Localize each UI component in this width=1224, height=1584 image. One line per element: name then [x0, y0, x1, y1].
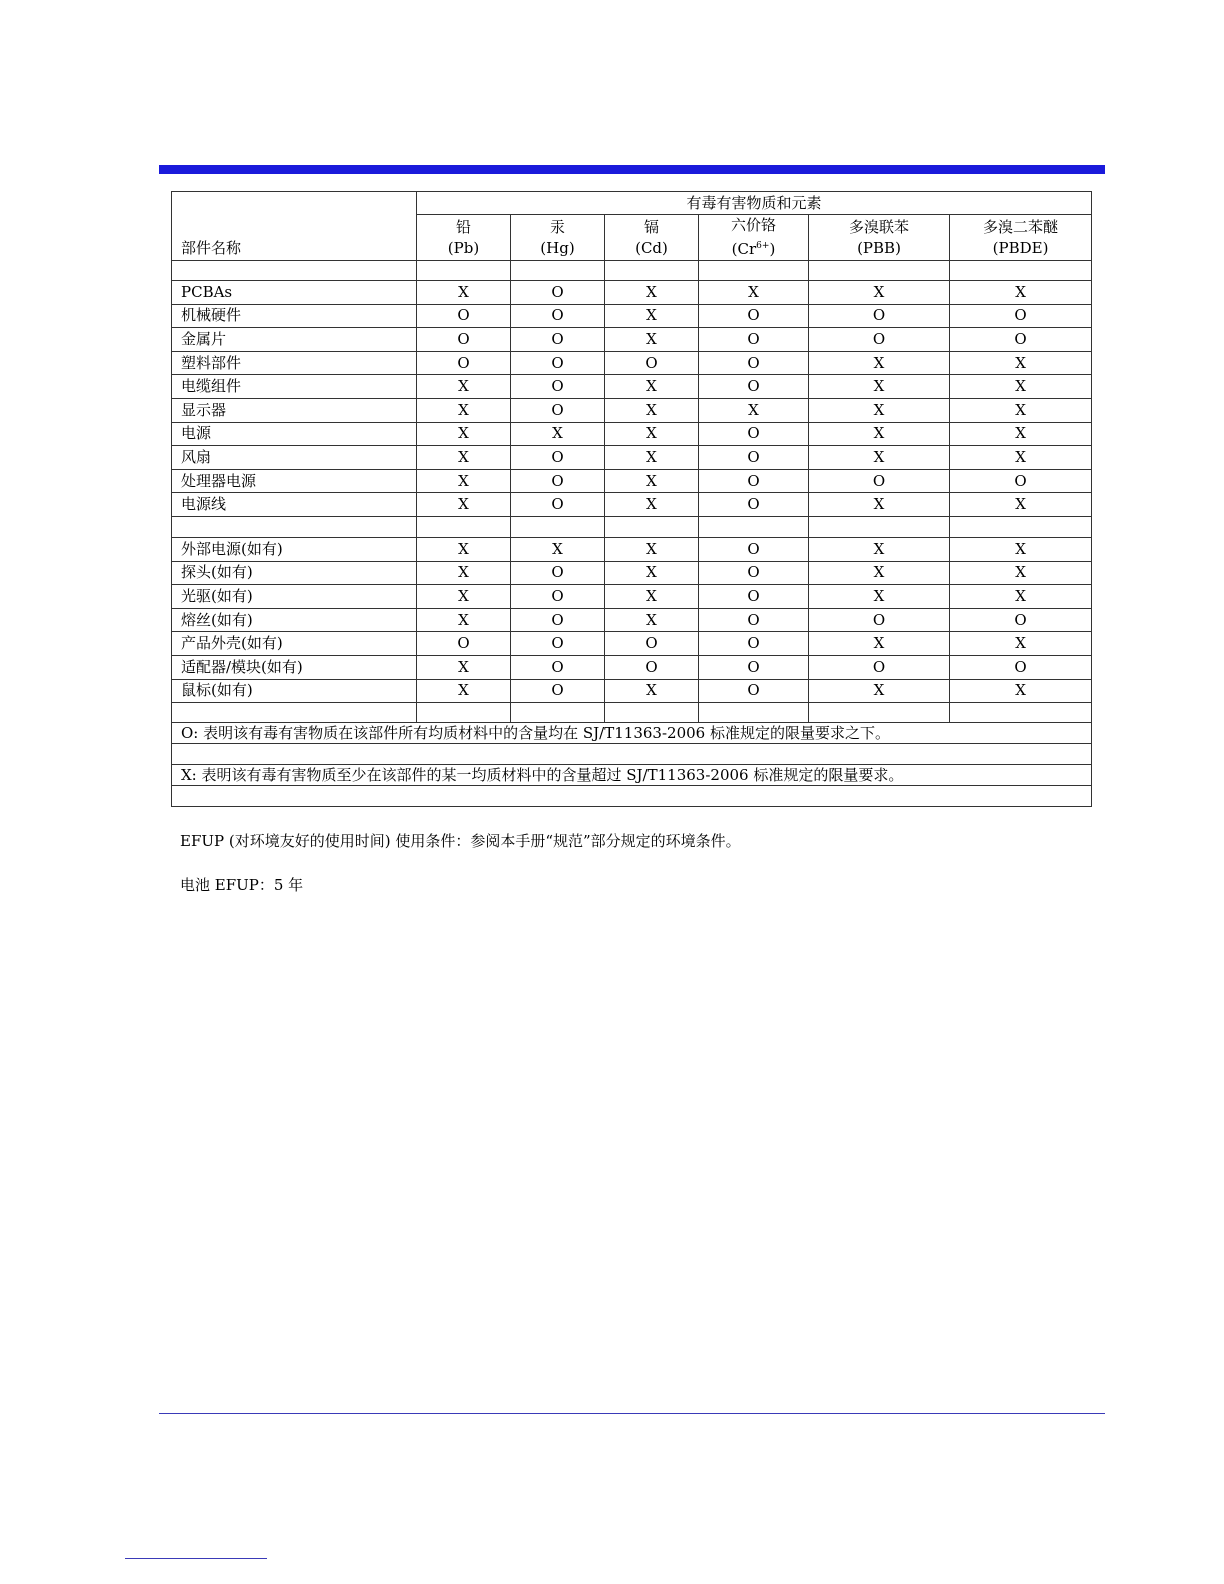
substance-value-cell: O [511, 469, 605, 493]
element-header [699, 215, 809, 261]
table-row [172, 351, 1092, 375]
substance-value-cell: O [417, 304, 511, 328]
substance-value-cell: X [417, 493, 511, 517]
element-header [605, 215, 699, 261]
substance-value-cell: X [950, 446, 1092, 470]
substance-value-cell: X [417, 375, 511, 399]
substance-value-cell: X [950, 632, 1092, 656]
substance-value-cell: X [417, 585, 511, 609]
part-name-cell: 适配器/模块(如有) [172, 655, 417, 679]
substance-value-cell: X [605, 422, 699, 446]
header-rule [159, 165, 1105, 174]
substance-value-cell: X [605, 561, 699, 585]
blank-row [172, 516, 1092, 537]
substance-value-cell: X [417, 537, 511, 561]
substance-value-cell: X [809, 422, 950, 446]
substance-value-cell: O [417, 632, 511, 656]
part-name-cell: PCBAs [172, 281, 417, 305]
note-spacer [172, 744, 1092, 765]
substance-value-cell: X [605, 328, 699, 352]
element-symbol: (PBDE) [992, 238, 1049, 257]
substance-value-cell: X [950, 493, 1092, 517]
substance-value-cell: O [511, 585, 605, 609]
element-header [511, 215, 605, 261]
substance-value-cell: X [605, 398, 699, 422]
table-row [172, 655, 1092, 679]
substance-value-cell: X [605, 281, 699, 305]
substance-value-cell: X [605, 585, 699, 609]
substance-value-cell: O [950, 328, 1092, 352]
substance-value-cell: O [699, 632, 809, 656]
substance-value-cell: O [699, 655, 809, 679]
substance-value-cell: X [699, 398, 809, 422]
substance-value-cell: X [809, 281, 950, 305]
substance-value-cell: O [511, 398, 605, 422]
substance-value-cell: O [511, 608, 605, 632]
substance-value-cell: O [699, 585, 809, 609]
element-name: 六价铬 [730, 216, 776, 234]
substance-value-cell: O [699, 493, 809, 517]
part-name-cell: 处理器电源 [172, 469, 417, 493]
element-symbol: (Cd) [635, 238, 668, 257]
substance-value-cell: O [950, 608, 1092, 632]
table-row [172, 446, 1092, 470]
part-name-cell: 外部电源(如有) [172, 537, 417, 561]
part-name-cell: 金属片 [172, 328, 417, 352]
table-row [172, 679, 1092, 703]
part-name-cell: 鼠标(如有) [172, 679, 417, 703]
substance-value-cell: X [950, 537, 1092, 561]
substance-value-cell: X [417, 446, 511, 470]
element-header [950, 215, 1092, 261]
table-row [172, 469, 1092, 493]
part-name-cell: 电源线 [172, 493, 417, 517]
substance-value-cell: X [950, 422, 1092, 446]
substance-value-cell: O [511, 632, 605, 656]
table-row [172, 328, 1092, 352]
substance-value-cell: O [511, 328, 605, 352]
blank-row [172, 703, 1092, 723]
table-row [172, 375, 1092, 399]
part-name-header: 部件名称 [172, 192, 417, 261]
part-name-cell: 熔丝(如有) [172, 608, 417, 632]
table-row [172, 632, 1092, 656]
battery-efup-text: 电池 EFUP：5 年 [180, 876, 304, 894]
table-row [172, 493, 1092, 517]
substance-value-cell: O [809, 304, 950, 328]
substance-value-cell: X [809, 585, 950, 609]
substance-value-cell: X [809, 351, 950, 375]
substance-value-cell: O [809, 328, 950, 352]
substance-value-cell: O [699, 561, 809, 585]
substance-value-cell: O [699, 304, 809, 328]
substance-value-cell: O [699, 608, 809, 632]
element-name: 汞 [549, 217, 565, 236]
substance-value-cell: O [699, 679, 809, 703]
substance-value-cell: X [950, 585, 1092, 609]
substance-value-cell: O [605, 655, 699, 679]
substances-group-header: 有毒有害物质和元素 [417, 192, 1092, 215]
substance-value-cell: X [417, 469, 511, 493]
hazardous-substances-table [171, 191, 1092, 807]
part-name-cell: 探头(如有) [172, 561, 417, 585]
substance-value-cell: X [809, 632, 950, 656]
blank-row [172, 261, 1092, 281]
substance-value-cell: X [417, 679, 511, 703]
note-o-legend: O: 表明该有毒有害物质在该部件所有均质材料中的含量均在 SJ/T11363-2006 标准规定的限量要求之下。 [172, 723, 1092, 744]
substance-value-cell: O [511, 679, 605, 703]
element-header [417, 215, 511, 261]
substance-value-cell: X [417, 608, 511, 632]
element-name: 多溴二苯醚 [983, 217, 1059, 236]
substance-value-cell: O [950, 304, 1092, 328]
substance-value-cell: X [809, 398, 950, 422]
substance-value-cell: O [950, 469, 1092, 493]
footer-rule [159, 1413, 1105, 1414]
substance-value-cell: O [417, 328, 511, 352]
table-row [172, 608, 1092, 632]
substance-value-cell: O [809, 608, 950, 632]
element-symbol: (PBB) [857, 238, 901, 257]
substance-value-cell: X [605, 304, 699, 328]
substance-value-cell: O [511, 561, 605, 585]
efup-conditions-text: EFUP (对环境友好的使用时间) 使用条件：参阅本手册“规范”部分规定的环境条件。 [180, 832, 741, 850]
substance-value-cell: O [511, 351, 605, 375]
note-x-legend: X: 表明该有毒有害物质至少在该部件的某一均质材料中的含量超过 SJ/T11363-2006 标准规定的限量要求。 [172, 765, 1092, 786]
substance-value-cell: X [605, 537, 699, 561]
substance-value-cell: X [605, 493, 699, 517]
substance-value-cell: X [809, 561, 950, 585]
substance-value-cell: X [417, 561, 511, 585]
table-row [172, 398, 1092, 422]
substance-value-cell: O [417, 351, 511, 375]
substance-value-cell: O [605, 632, 699, 656]
substance-value-cell: X [699, 281, 809, 305]
substance-value-cell: X [417, 655, 511, 679]
substance-value-cell: X [511, 422, 605, 446]
table-row [172, 304, 1092, 328]
substance-value-cell: O [511, 493, 605, 517]
table-row [172, 585, 1092, 609]
substance-value-cell: O [511, 446, 605, 470]
element-header [809, 215, 950, 261]
substance-value-cell: X [605, 375, 699, 399]
element-name: 铅 [455, 217, 471, 236]
substance-value-cell: X [605, 446, 699, 470]
substance-value-cell: O [699, 375, 809, 399]
substance-value-cell: O [511, 375, 605, 399]
element-name: 镉 [643, 217, 659, 236]
substance-value-cell: X [511, 537, 605, 561]
substance-value-cell: O [809, 655, 950, 679]
substance-value-cell: X [417, 398, 511, 422]
part-name-cell: 电缆组件 [172, 375, 417, 399]
substance-value-cell: X [950, 351, 1092, 375]
part-name-cell: 机械硬件 [172, 304, 417, 328]
substance-value-cell: O [699, 328, 809, 352]
substance-value-cell: X [950, 375, 1092, 399]
table-row [172, 561, 1092, 585]
substance-value-cell: O [699, 351, 809, 375]
substance-value-cell: X [605, 469, 699, 493]
substance-value-cell: X [605, 679, 699, 703]
substance-value-cell: X [809, 446, 950, 470]
element-symbol-superscript: 6+ [756, 241, 770, 251]
part-name-cell: 电源 [172, 422, 417, 446]
note-spacer [172, 786, 1092, 807]
part-name-cell: 塑料部件 [172, 351, 417, 375]
table-row [172, 537, 1092, 561]
table-row [172, 422, 1092, 446]
substance-value-cell: O [699, 537, 809, 561]
substance-value-cell: O [809, 469, 950, 493]
substance-value-cell: O [699, 469, 809, 493]
substance-value-cell: O [511, 304, 605, 328]
part-name-cell: 光驱(如有) [172, 585, 417, 609]
substance-value-cell: X [809, 679, 950, 703]
substance-value-cell: X [809, 375, 950, 399]
substance-value-cell: X [417, 281, 511, 305]
substance-value-cell: X [950, 561, 1092, 585]
substance-value-cell: O [605, 351, 699, 375]
element-name: 多溴联苯 [848, 217, 909, 236]
substance-value-cell: X [809, 537, 950, 561]
part-name-cell: 风扇 [172, 446, 417, 470]
substance-value-cell: X [417, 422, 511, 446]
element-symbol: (Hg) [540, 238, 575, 257]
part-name-cell: 产品外壳(如有) [172, 632, 417, 656]
element-symbol-base: (Cr [731, 240, 757, 258]
substance-value-cell: X [950, 679, 1092, 703]
footer-link-underline [125, 1558, 267, 1559]
substance-value-cell: X [809, 493, 950, 517]
substance-value-cell: X [605, 608, 699, 632]
element-symbol-close: ) [769, 240, 776, 258]
element-symbol [699, 236, 808, 260]
table-row [172, 281, 1092, 305]
substance-value-cell: O [950, 655, 1092, 679]
element-symbol: (Pb) [447, 238, 480, 257]
substance-value-cell: O [511, 655, 605, 679]
substance-value-cell: O [699, 446, 809, 470]
substance-value-cell: X [950, 281, 1092, 305]
substance-value-cell: O [699, 422, 809, 446]
part-name-cell: 显示器 [172, 398, 417, 422]
substance-value-cell: X [950, 398, 1092, 422]
substance-value-cell: O [511, 281, 605, 305]
